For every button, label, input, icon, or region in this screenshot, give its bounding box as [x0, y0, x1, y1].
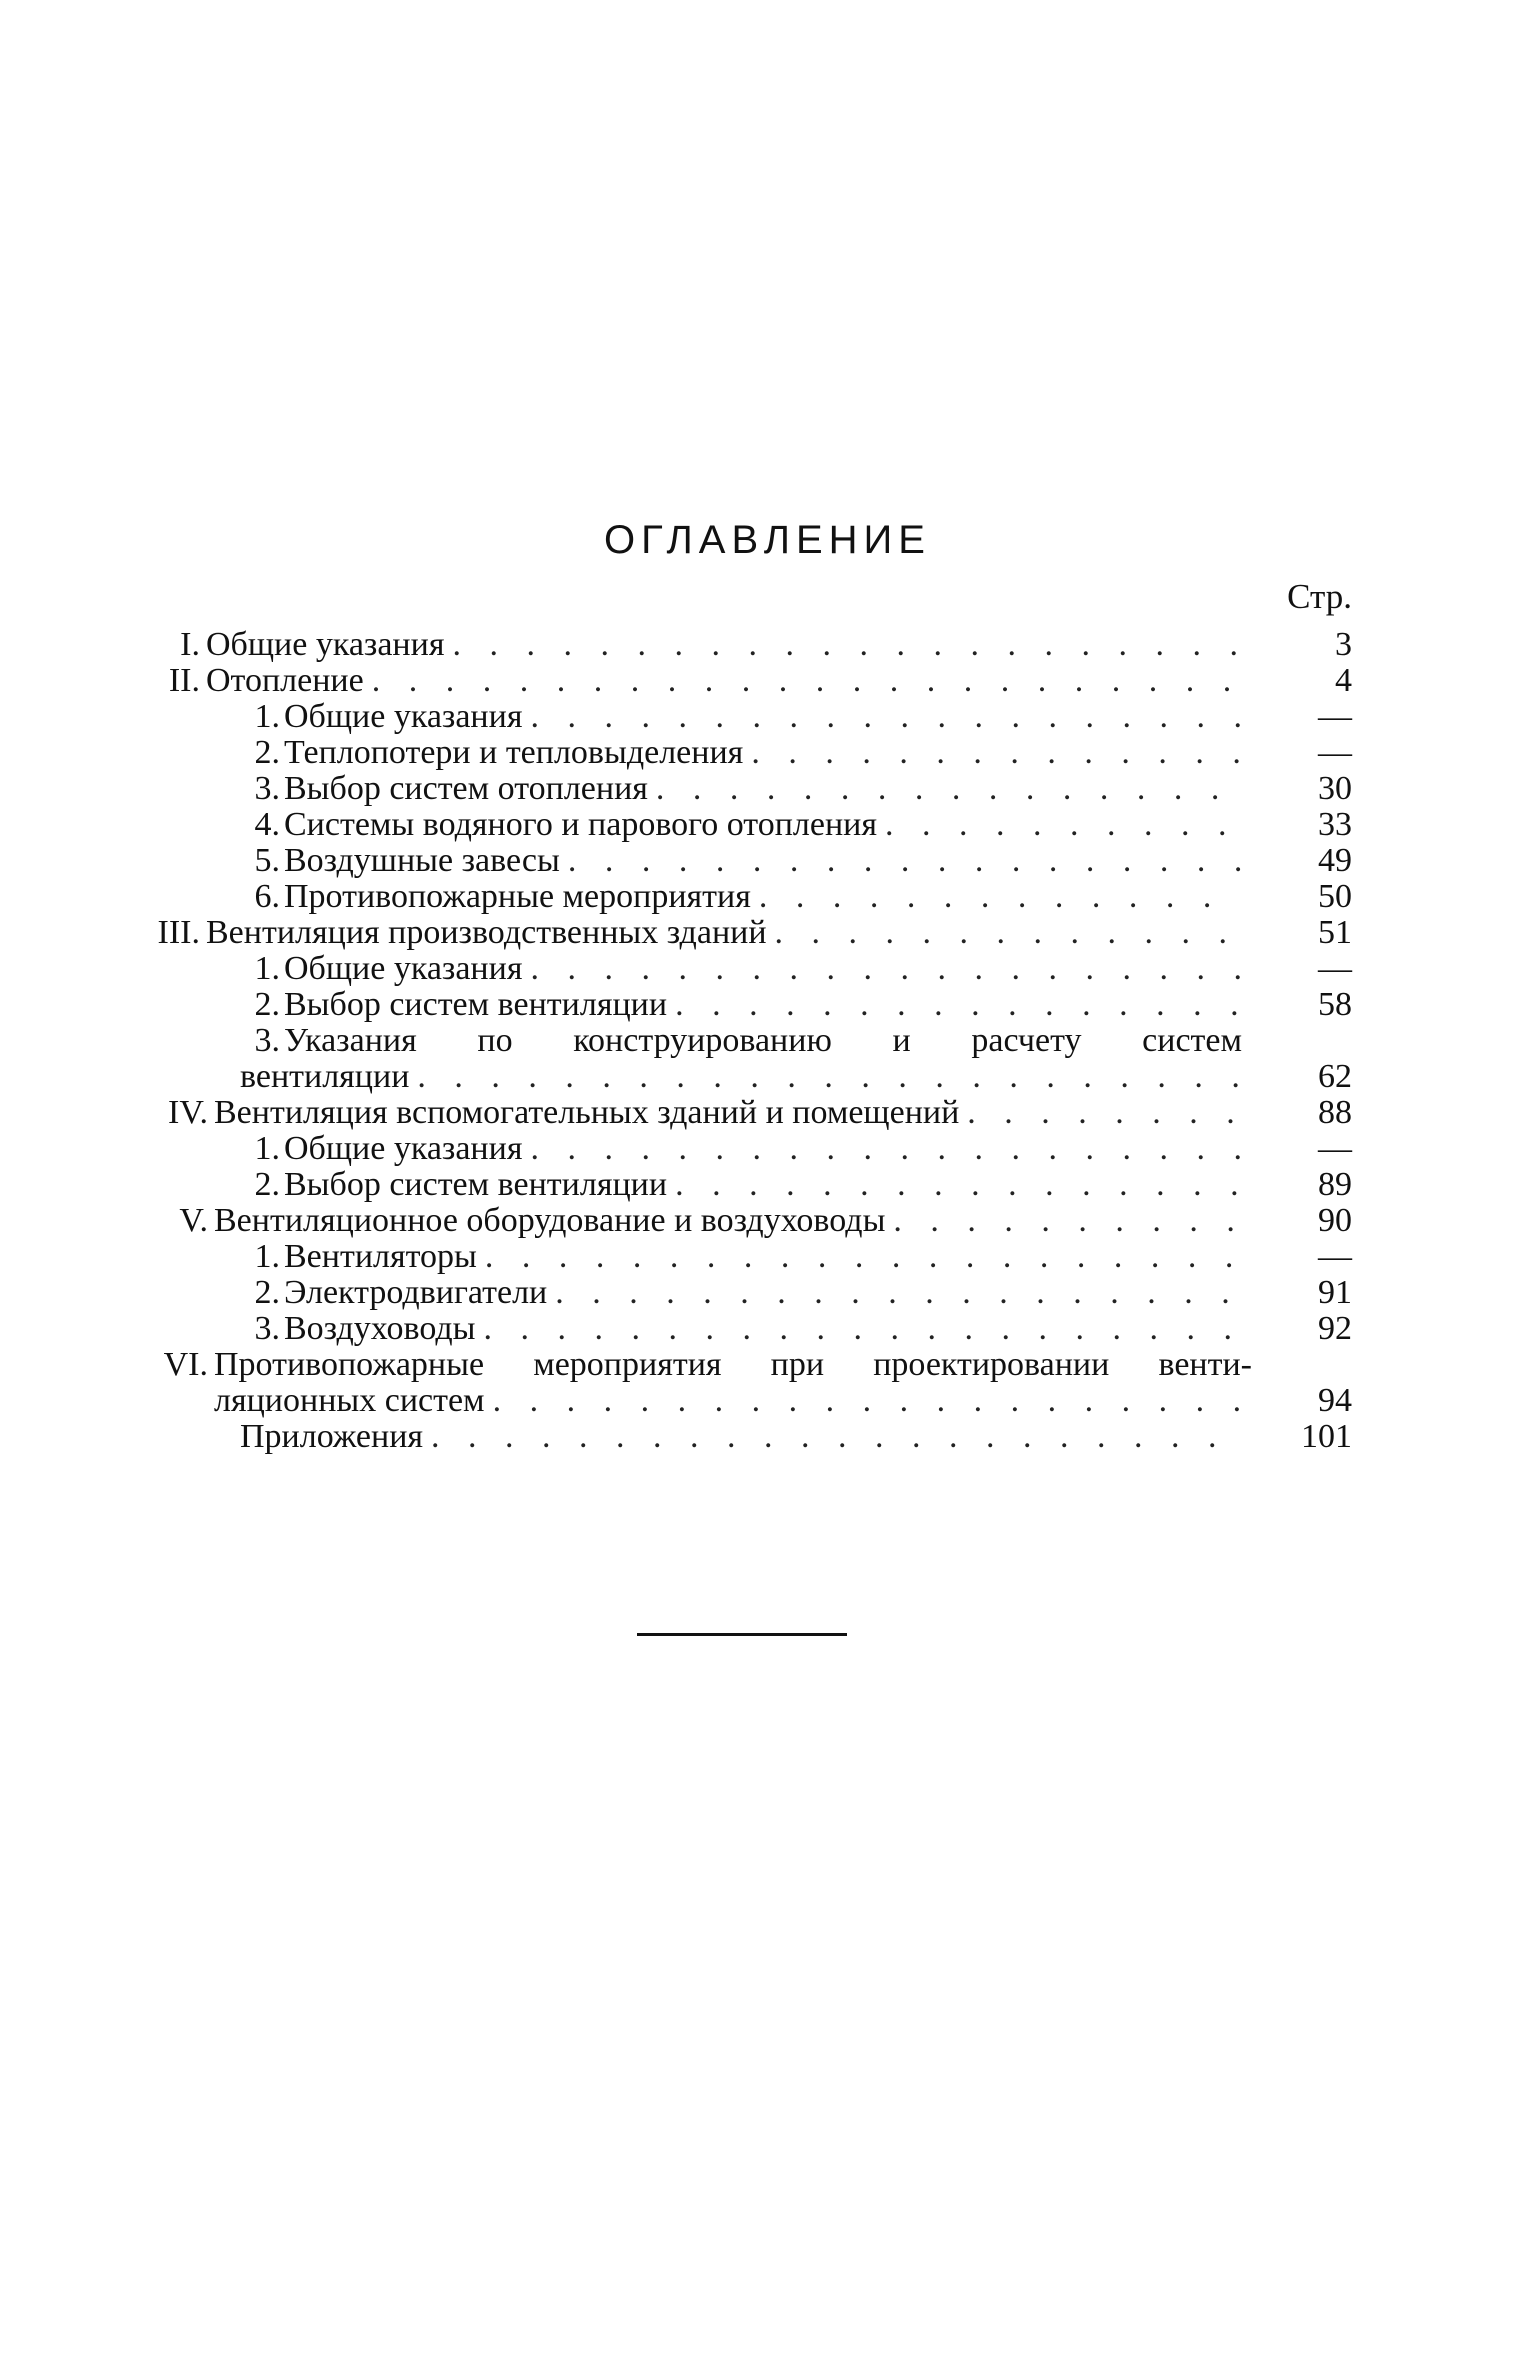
- toc-entry-page: 51: [1318, 914, 1352, 951]
- toc-entry-continuation: [0, 1059, 1535, 1095]
- toc-entry-title: ляционных систем: [214, 1383, 485, 1419]
- toc-entry-title: Теплопотери и тепловыделения: [284, 735, 744, 771]
- toc-entry: [0, 771, 1535, 807]
- toc-entry: [0, 879, 1535, 915]
- toc-entry: [0, 987, 1535, 1023]
- toc-entry: [0, 1311, 1535, 1347]
- toc-entry-title: Общие указания: [284, 951, 523, 987]
- toc-entry-number: IV.: [168, 1094, 208, 1131]
- toc-entry-title: Электродвигатели: [284, 1275, 548, 1311]
- toc-entry: [0, 699, 1535, 735]
- toc-entry-page: 92: [1318, 1310, 1352, 1347]
- leader-dots: [656, 771, 1242, 807]
- toc-entry-continuation: [0, 1383, 1535, 1419]
- toc-entry-number: 1.: [254, 1130, 280, 1167]
- toc-entry-title: Вентиляция вспомогательных зданий и помещений: [214, 1095, 960, 1131]
- toc-entry: [0, 627, 1535, 663]
- toc-entry: [0, 663, 1535, 699]
- toc-entry-title: Противопожарные мероприятия при проектировании венти-: [214, 1346, 1252, 1383]
- toc-entry-title: Воздушные завесы: [284, 843, 560, 879]
- toc-entry-number: 6.: [254, 878, 280, 915]
- toc-entry: [0, 1347, 1535, 1383]
- toc-entry-page: —: [1318, 950, 1352, 987]
- toc-entry: [0, 735, 1535, 771]
- toc-entry-page: 88: [1318, 1094, 1352, 1131]
- leader-dots: [675, 987, 1242, 1023]
- toc-entry-page: 4: [1335, 662, 1352, 699]
- leader-dots: [485, 1239, 1242, 1275]
- toc-entry-page: —: [1318, 1130, 1352, 1167]
- toc-entry-page: 58: [1318, 986, 1352, 1023]
- toc-entry-title: Системы водяного и парового отопления: [284, 807, 877, 843]
- page-title: ОГЛАВЛЕНИЕ: [604, 518, 931, 562]
- toc-entry-number: II.: [168, 662, 200, 699]
- toc-entry: [0, 1023, 1535, 1059]
- toc-entry-number: 3.: [254, 1022, 280, 1059]
- toc-entry: [0, 843, 1535, 879]
- toc-entry-page: 3: [1335, 626, 1352, 663]
- toc-entry-page: —: [1318, 698, 1352, 735]
- toc-entry-title: Вентиляторы: [284, 1239, 477, 1275]
- toc-entry: [0, 1419, 1535, 1455]
- toc-entry-title: Вентиляция производственных зданий: [206, 915, 767, 951]
- toc-entry-number: 2.: [254, 986, 280, 1023]
- toc-entry-page: 62: [1318, 1058, 1352, 1095]
- toc-entry-page: 33: [1318, 806, 1352, 843]
- toc-entry-number: 2.: [254, 734, 280, 771]
- toc-entry-number: 4.: [254, 806, 280, 843]
- leader-dots: [775, 915, 1242, 951]
- leader-dots: [431, 1419, 1242, 1455]
- leader-dots: [483, 1311, 1242, 1347]
- toc-entry-number: I.: [180, 626, 200, 663]
- leader-dots: [893, 1203, 1242, 1239]
- toc-entry-number: 2.: [254, 1274, 280, 1311]
- toc-entry-page: 101: [1301, 1418, 1352, 1455]
- toc-entry: [0, 1131, 1535, 1167]
- toc-entry-number: VI.: [163, 1346, 208, 1383]
- toc-entry-title: Общие указания: [284, 1131, 523, 1167]
- toc-entry-number: III.: [157, 914, 200, 951]
- toc-entry-title: Приложения: [240, 1419, 424, 1455]
- toc-entry: [0, 807, 1535, 843]
- toc-entry-title: Общие указания: [284, 699, 523, 735]
- leader-dots: [452, 627, 1242, 663]
- leader-dots: [759, 879, 1242, 915]
- toc-entry-number: 1.: [254, 698, 280, 735]
- toc-entry-title: Выбор систем вентиляции: [284, 987, 668, 1023]
- leader-dots: [885, 807, 1242, 843]
- toc-entry-number: 3.: [254, 1310, 280, 1347]
- toc-entry: [0, 1239, 1535, 1275]
- toc-entry-page: 49: [1318, 842, 1352, 879]
- leader-dots: [751, 735, 1242, 771]
- leader-dots: [675, 1167, 1242, 1203]
- toc-entry-title: Общие указания: [206, 627, 445, 663]
- leader-dots: [530, 1131, 1242, 1167]
- toc-entry: [0, 951, 1535, 987]
- toc-entry: [0, 1167, 1535, 1203]
- toc-entry-title: Воздуховоды: [284, 1311, 476, 1347]
- toc-entry-page: —: [1318, 1238, 1352, 1275]
- toc-entry-title: Выбор систем отопления: [284, 771, 648, 807]
- toc-entry-page: 91: [1318, 1274, 1352, 1311]
- leader-dots: [417, 1059, 1242, 1095]
- toc-entry-page: 50: [1318, 878, 1352, 915]
- toc-entry-page: 94: [1318, 1382, 1352, 1419]
- toc-entry-title: Вентиляционное оборудование и воздуховоды: [214, 1203, 886, 1239]
- toc-entry-page: 30: [1318, 770, 1352, 807]
- toc-entry: [0, 915, 1535, 951]
- toc-entry: [0, 1275, 1535, 1311]
- toc-entry-page: —: [1318, 734, 1352, 771]
- toc-entry-title: вентиляции: [240, 1059, 410, 1095]
- leader-dots: [493, 1383, 1242, 1419]
- leader-dots: [967, 1095, 1242, 1131]
- toc-entry-number: 1.: [254, 950, 280, 987]
- leader-dots: [555, 1275, 1242, 1311]
- leader-dots: [530, 699, 1242, 735]
- toc-entry-number: 3.: [254, 770, 280, 807]
- toc-entry: [0, 1095, 1535, 1131]
- leader-dots: [372, 663, 1242, 699]
- toc-entry-title: Отопление: [206, 663, 364, 699]
- toc-entry-page: 89: [1318, 1166, 1352, 1203]
- toc-entry-number: 2.: [254, 1166, 280, 1203]
- leader-dots: [568, 843, 1242, 879]
- toc-entry-title: Противопожарные мероприятия: [284, 879, 751, 915]
- leader-dots: [530, 951, 1242, 987]
- toc-entry: [0, 1203, 1535, 1239]
- toc-entry-title: Выбор систем вентиляции: [284, 1167, 668, 1203]
- toc-entry-page: 90: [1318, 1202, 1352, 1239]
- toc-entry-number: 5.: [254, 842, 280, 879]
- page-column-header: Стр.: [1287, 577, 1352, 616]
- toc-entry-number: 1.: [254, 1238, 280, 1275]
- toc-entry-title: Указания по конструированию и расчету систем: [284, 1022, 1242, 1059]
- closing-rule: [637, 1633, 847, 1636]
- toc-entry-number: V.: [179, 1202, 208, 1239]
